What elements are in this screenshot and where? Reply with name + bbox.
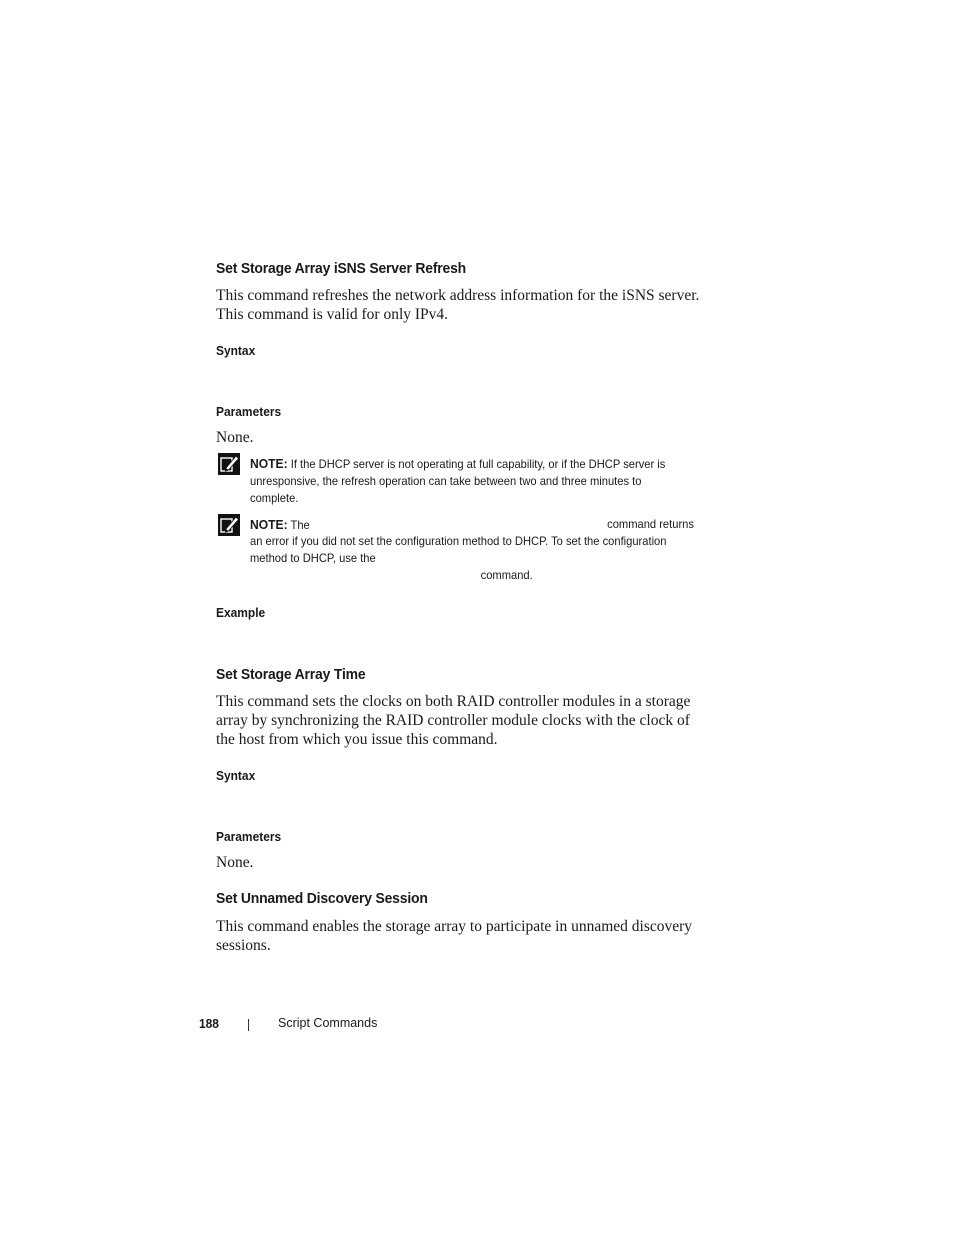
note-text: The — [290, 518, 310, 532]
section-title-unnamed-discovery: Set Unnamed Discovery Session — [216, 890, 428, 907]
note-label: NOTE: — [250, 517, 288, 532]
section-title-array-time: Set Storage Array Time — [216, 666, 366, 683]
note-text: complete. — [250, 491, 299, 505]
section-title-isns-refresh: Set Storage Array iSNS Server Refresh — [216, 260, 467, 277]
parameters-heading: Parameters — [216, 829, 282, 844]
note-text: If the DHCP server is not operating at full capability, or if the DHCP server is — [290, 457, 666, 471]
parameters-value: None. — [216, 854, 254, 871]
parameters-heading: Parameters — [216, 404, 282, 419]
note-text: method to DHCP, use the — [250, 551, 376, 565]
note-text: unresponsive, the refresh operation can take between two and three minutes to — [250, 474, 642, 488]
example-heading: Example — [216, 605, 266, 620]
pencil-note-icon — [218, 453, 240, 475]
body-line: This command is valid for only IPv4. — [216, 306, 449, 323]
body-line: sessions. — [216, 937, 271, 954]
note-text: command. — [480, 568, 533, 582]
page-number: 188 — [199, 1016, 219, 1031]
syntax-heading: Syntax — [216, 343, 256, 358]
footer-chapter: Script Commands — [278, 1016, 378, 1030]
note-1 — [250, 455, 665, 507]
note-text: an error if you did not set the configuration method to DHCP. To set the configuration — [250, 534, 667, 548]
note-label: NOTE: — [250, 456, 288, 471]
parameters-value: None. — [216, 429, 254, 446]
body-line: the host from which you issue this command. — [216, 731, 498, 748]
body-line: This command sets the clocks on both RAID controller modules in a storage — [216, 693, 691, 710]
footer-separator — [248, 1019, 249, 1031]
note-2 — [250, 516, 715, 584]
body-line: This command enables the storage array to participate in unnamed discovery — [216, 918, 693, 935]
pencil-note-icon — [218, 514, 240, 536]
section-body-isns-refresh — [216, 286, 716, 324]
syntax-heading: Syntax — [216, 768, 256, 783]
note-text: command returns — [607, 517, 694, 531]
body-line: This command refreshes the network address information for the iSNS server. — [216, 287, 700, 304]
section-body-unnamed-discovery — [216, 917, 716, 955]
body-line: array by synchronizing the RAID controller module clocks with the clock of — [216, 712, 690, 729]
section-body-array-time — [216, 692, 716, 749]
